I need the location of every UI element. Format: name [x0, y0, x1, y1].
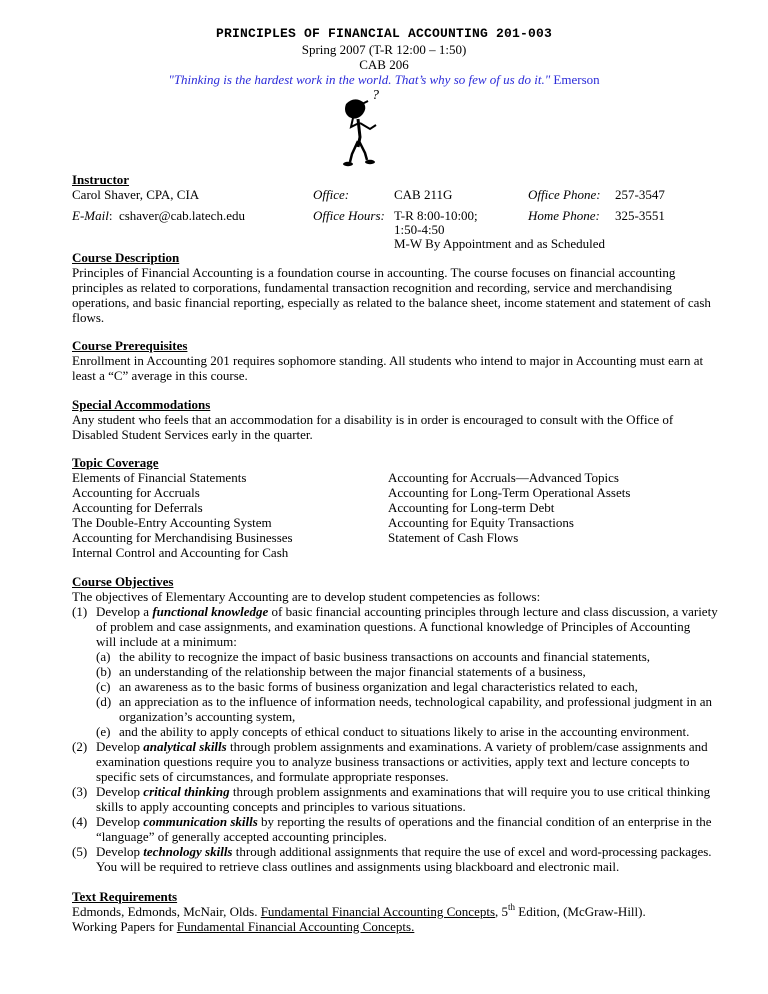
objective-5-line: You will be required to retrieve class outlines and assignments using blackboard and electronic mail. — [96, 859, 620, 874]
quote-text: "Thinking is the hardest work in the world. That’s why so few of us do it." — [168, 72, 551, 87]
objective-key: functional knowledge — [152, 604, 269, 619]
sub-item: an understanding of the relationship between the major financial statements of a business, — [119, 664, 586, 679]
topic-item: The Double-Entry Accounting System — [72, 515, 272, 530]
description-line: operations, and basic financial reporting, especially as related to the balance sheet, income statement and statement of cash — [72, 295, 711, 310]
objective-4: Develop communication skills by reporting the results of operations and the financial condition of an enterprise in the — [96, 814, 712, 829]
sub-number: (a) — [96, 649, 111, 664]
sub-number: (d) — [96, 694, 112, 709]
topic-item: Accounting for Long-term Debt — [388, 500, 555, 515]
sub-item-line: organization’s accounting system, — [119, 709, 296, 724]
objective-2: Develop analytical skills through problem assignments and examinations. A variety of problem/case assignments and — [96, 739, 708, 754]
objective-3: Develop critical thinking through problem assignments and examinations that will require you to use critical thinking — [96, 784, 711, 799]
objective-number: (3) — [72, 784, 88, 799]
question-mark: ? — [372, 88, 379, 103]
topics-heading: Topic Coverage — [72, 455, 159, 470]
objective-2-line: specific sets of circumstances, and formulate appropriate responses. — [96, 769, 449, 784]
objective-key: technology skills — [143, 844, 233, 859]
topic-item: Accounting for Accruals — [72, 485, 200, 500]
objective-number: (5) — [72, 844, 88, 859]
sub-item: an awareness as to the basic forms of business organization and legal characteristics related to each, — [119, 679, 638, 694]
objective-2-line: examination questions require you to analyze business transactions or activities, apply text and lecture concepts to — [96, 754, 690, 769]
description-line: Principles of Financial Accounting is a foundation course in accounting. The course focuses on financial accounting — [72, 265, 676, 280]
sub-item: the ability to recognize the impact of basic business transactions on accounts and financial statements, — [119, 649, 651, 664]
accommodations-heading: Special Accommodations — [72, 397, 211, 412]
text-heading: Text Requirements — [72, 889, 178, 904]
topic-item: Internal Control and Accounting for Cash — [72, 545, 289, 560]
objectives-intro: The objectives of Elementary Accounting are to develop student competencies as follows: — [72, 589, 541, 604]
description-heading: Course Description — [72, 250, 180, 265]
office-hours-line3: M-W By Appointment and as Scheduled — [394, 236, 605, 251]
objective-4-line: “language” of generally accepted accounting principles. — [96, 829, 387, 844]
objective-5: Develop technology skills through additional assignments that require the use of excel and word-processing packages. — [96, 844, 712, 859]
objectives-heading: Course Objectives — [72, 574, 174, 589]
accommodations-line: Any student who feels that an accommodation for a disability is in order is encouraged to consult with the Office of — [72, 412, 674, 427]
email-label: E-Mail — [72, 208, 109, 223]
objective-key: analytical skills — [143, 739, 227, 754]
sub-item: an appreciation as to the influence of information needs, technological capability, and professional judgment in an — [119, 694, 712, 709]
objective-key: critical thinking — [143, 784, 230, 799]
office-phone-label: Office Phone: — [528, 187, 601, 202]
topic-item: Accounting for Merchandising Businesses — [72, 530, 293, 545]
objective-number: (4) — [72, 814, 88, 829]
description-line: flows. — [72, 310, 105, 325]
prerequisites-line: Enrollment in Accounting 201 requires sophomore standing. All students who intend to major in Accounting must earn at — [72, 353, 704, 368]
topic-item: Statement of Cash Flows — [388, 530, 519, 545]
objective-1-line: will include at a minimum: — [96, 634, 237, 649]
sub-number: (b) — [96, 664, 112, 679]
accommodations-line: Disabled Student Services early in the quarter. — [72, 427, 313, 442]
prerequisites-line: least a “C” average in this course. — [72, 368, 248, 383]
objective-1-line: of problem and case assignments, and examination questions. A functional knowledge of Principles of Accounting — [96, 619, 691, 634]
topic-item: Accounting for Long-Term Operational Assets — [388, 485, 631, 500]
description-line: principles as related to corporations, fundamental transaction recognition and recording, service and merchandising — [72, 280, 672, 295]
working-papers-line: Working Papers for Fundamental Financial Accounting Concepts. — [72, 919, 415, 934]
course-term: Spring 2007 (T-R 12:00 – 1:50) — [301, 42, 467, 57]
objective-1: Develop a functional knowledge of basic financial accounting principles through lecture and class discussion, a variety — [96, 604, 718, 619]
sub-number: (e) — [96, 724, 111, 739]
topic-item: Accounting for Deferrals — [72, 500, 203, 515]
textbook-title: Fundamental Financial Accounting Concepts — [260, 904, 496, 919]
office-value: CAB 211G — [394, 187, 453, 202]
office-hours-line2: 1:50-4:50 — [394, 222, 445, 237]
sub-item: and the ability to apply concepts of ethical conduct to situations likely to arise in the accounting environment. — [119, 724, 690, 739]
textbook-line: Edmonds, Edmonds, McNair, Olds. Fundamental Financial Accounting Concepts, 5th Edition, (McGraw-Hill). — [72, 901, 646, 919]
topic-item: Accounting for Equity Transactions — [388, 515, 574, 530]
instructor-email-line: E-Mail: cshaver@cab.latech.edu — [72, 208, 245, 223]
thinking-figure-icon — [332, 86, 402, 168]
office-label: Office: — [313, 187, 350, 202]
office-hours-line1: T-R 8:00-10:00; — [394, 208, 478, 223]
objective-number: (1) — [72, 604, 88, 619]
office-phone: 257-3547 — [615, 187, 665, 202]
instructor-heading: Instructor — [72, 172, 130, 187]
quote-line — [0, 72, 768, 87]
home-phone-label: Home Phone: — [528, 208, 600, 223]
course-room: CAB 206 — [359, 57, 409, 72]
sub-number: (c) — [96, 679, 111, 694]
quote-author: Emerson — [553, 72, 600, 87]
course-title: PRINCIPLES OF FINANCIAL ACCOUNTING 201-003 — [215, 26, 553, 41]
objective-3-line: skills to apply accounting concepts and principles to various situations. — [96, 799, 466, 814]
objective-key: communication skills — [143, 814, 258, 829]
prerequisites-heading: Course Prerequisites — [72, 338, 188, 353]
working-papers-title: Fundamental Financial Accounting Concepts. — [176, 919, 415, 934]
topic-item: Elements of Financial Statements — [72, 470, 247, 485]
home-phone: 325-3551 — [615, 208, 665, 223]
instructor-name: Carol Shaver, CPA, CIA — [72, 187, 200, 202]
topic-item: Accounting for Accruals—Advanced Topics — [388, 470, 619, 485]
objective-number: (2) — [72, 739, 88, 754]
office-hours-label: Office Hours: — [313, 208, 385, 223]
instructor-email: cshaver@cab.latech.edu — [118, 208, 245, 223]
